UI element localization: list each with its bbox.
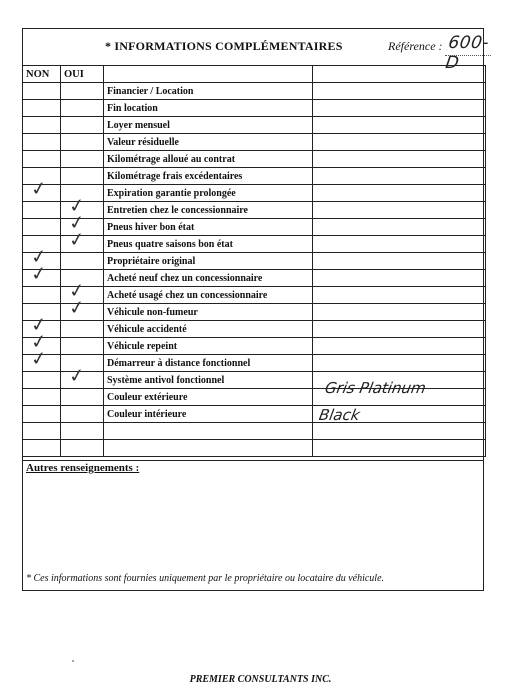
oui-cell[interactable] (61, 440, 104, 457)
non-cell[interactable] (23, 261, 61, 287)
item-label (104, 423, 313, 440)
non-cell[interactable] (23, 117, 61, 134)
item-label: Acheté usagé chez un concessionnaire (104, 287, 313, 304)
item-value-cell[interactable] (313, 253, 486, 270)
item-label: Véhicule repeint (104, 338, 313, 355)
item-value-cell[interactable] (313, 117, 486, 134)
table-row (23, 83, 486, 100)
item-label: Couleur extérieure (104, 389, 313, 406)
item-value-cell[interactable] (313, 168, 486, 185)
checklist-table (22, 65, 486, 457)
checkmark-icon: ✓ (29, 261, 49, 287)
form-header (23, 29, 491, 73)
item-value-cell[interactable] (313, 219, 486, 236)
non-cell[interactable] (23, 346, 61, 372)
item-label (104, 440, 313, 457)
oui-cell[interactable] (61, 117, 104, 134)
checkmark-icon: ✓ (29, 346, 49, 372)
table-row (23, 406, 486, 423)
non-cell[interactable] (23, 423, 61, 440)
item-value-cell[interactable] (313, 379, 486, 406)
table-row (23, 202, 486, 219)
item-value-cell[interactable] (313, 270, 486, 287)
item-label: Loyer mensuel (104, 117, 313, 134)
checkmark-icon: ✓ (29, 312, 49, 338)
oui-cell[interactable] (61, 389, 104, 406)
item-value-cell[interactable] (313, 423, 486, 440)
checkmark-icon: ✓ (67, 227, 87, 253)
non-cell[interactable] (23, 219, 61, 236)
table-row (23, 134, 486, 151)
table-row (23, 219, 486, 236)
item-label: Démarreur à distance fonctionnel (104, 355, 313, 372)
column-header-item (104, 66, 313, 83)
oui-cell[interactable] (61, 151, 104, 168)
oui-cell[interactable] (61, 363, 104, 389)
table-row (23, 151, 486, 168)
reference-value: 600-D (444, 33, 491, 73)
column-header-oui: OUI (61, 66, 104, 83)
table-row (23, 100, 486, 117)
table-row (23, 389, 486, 406)
table-row (23, 338, 486, 355)
non-cell[interactable] (23, 406, 61, 423)
item-label: Pneus quatre saisons bon état (104, 236, 313, 253)
item-label: Acheté neuf chez un concessionnaire (104, 270, 313, 287)
item-label: Système antivol fonctionnel (104, 372, 313, 389)
checkmark-icon: ✓ (29, 329, 49, 355)
handwritten-value: Black (317, 406, 362, 424)
column-header-value (313, 66, 486, 83)
handwritten-value: Gris Platinum (323, 379, 428, 397)
non-cell[interactable] (23, 372, 61, 389)
checkmark-icon: ✓ (67, 193, 87, 219)
table-row (23, 287, 486, 304)
item-label: Entretien chez le concessionnaire (104, 202, 313, 219)
item-value-cell[interactable] (313, 321, 486, 338)
table-row (23, 168, 486, 185)
oui-cell[interactable] (61, 295, 104, 321)
oui-cell[interactable] (61, 134, 104, 151)
reference-label: Référence : (388, 39, 443, 53)
oui-cell[interactable] (61, 100, 104, 117)
table-row (23, 270, 486, 287)
reference-underline (445, 55, 491, 56)
item-label: Valeur résiduelle (104, 134, 313, 151)
checkmark-icon: ✓ (67, 295, 87, 321)
item-value-cell[interactable] (313, 151, 486, 168)
item-value-cell[interactable] (313, 236, 486, 253)
item-value-cell[interactable] (313, 83, 486, 100)
footnote: * Ces informations sont fournies uniquement par le propriétaire ou locataire du véhicule. (26, 573, 385, 584)
non-cell[interactable] (23, 389, 61, 406)
item-value-cell[interactable] (313, 287, 486, 304)
checkmark-icon: ✓ (67, 278, 87, 304)
table-row (23, 253, 486, 270)
item-label: Financier / Location (104, 83, 313, 100)
table-row (23, 321, 486, 338)
table-row (23, 236, 486, 253)
oui-cell[interactable] (61, 338, 104, 355)
item-label: Kilométrage alloué au contrat (104, 151, 313, 168)
scan-speck (72, 660, 74, 662)
item-value-cell[interactable] (313, 406, 486, 423)
item-value-cell[interactable] (313, 440, 486, 457)
table-row (23, 355, 486, 372)
oui-cell[interactable] (61, 253, 104, 270)
company-name: PREMIER CONSULTANTS INC. (189, 674, 332, 685)
non-cell[interactable] (23, 440, 61, 457)
checkmark-icon: ✓ (29, 176, 49, 202)
non-cell[interactable] (23, 100, 61, 117)
item-value-cell[interactable] (313, 100, 486, 117)
other-info-label: Autres renseignements : (26, 462, 140, 474)
table-row (23, 117, 486, 134)
table-row (23, 423, 486, 440)
checkmark-icon: ✓ (67, 363, 87, 389)
item-label: Véhicule non-fumeur (104, 304, 313, 321)
table-body (23, 83, 486, 457)
oui-cell[interactable] (61, 321, 104, 338)
non-cell[interactable] (23, 134, 61, 151)
item-value-cell[interactable] (313, 202, 486, 219)
item-label: Véhicule accidenté (104, 321, 313, 338)
oui-cell[interactable] (61, 83, 104, 100)
oui-cell[interactable] (61, 406, 104, 423)
oui-cell[interactable] (61, 423, 104, 440)
non-cell[interactable] (23, 83, 61, 100)
item-value-cell[interactable] (313, 355, 486, 372)
item-value-cell[interactable] (313, 134, 486, 151)
non-cell[interactable] (23, 176, 61, 202)
oui-cell[interactable] (61, 168, 104, 185)
section-divider (23, 460, 483, 461)
item-value-cell[interactable] (313, 185, 486, 202)
checkmark-icon: ✓ (67, 210, 87, 236)
table-row (23, 440, 486, 457)
item-label: Kilométrage frais excédentaires (104, 168, 313, 185)
item-label: Pneus hiver bon état (104, 219, 313, 236)
item-value-cell[interactable] (313, 304, 486, 321)
item-value-cell[interactable] (313, 338, 486, 355)
oui-cell[interactable] (61, 227, 104, 253)
table-row (23, 185, 486, 202)
form-box (22, 28, 491, 591)
item-label: Expiration garantie prolongée (104, 185, 313, 202)
non-cell[interactable] (23, 202, 61, 219)
non-cell[interactable] (23, 151, 61, 168)
non-cell[interactable] (23, 287, 61, 304)
column-header-non: NON (23, 66, 61, 83)
checkmark-icon: ✓ (29, 244, 49, 270)
item-label: Fin location (104, 100, 313, 117)
table-header-row (23, 66, 486, 83)
form-title: * INFORMATIONS COMPLÉMENTAIRES (105, 39, 343, 53)
table-row (23, 304, 486, 321)
item-label: Couleur intérieure (104, 406, 313, 423)
item-label: Propriétaire original (104, 253, 313, 270)
